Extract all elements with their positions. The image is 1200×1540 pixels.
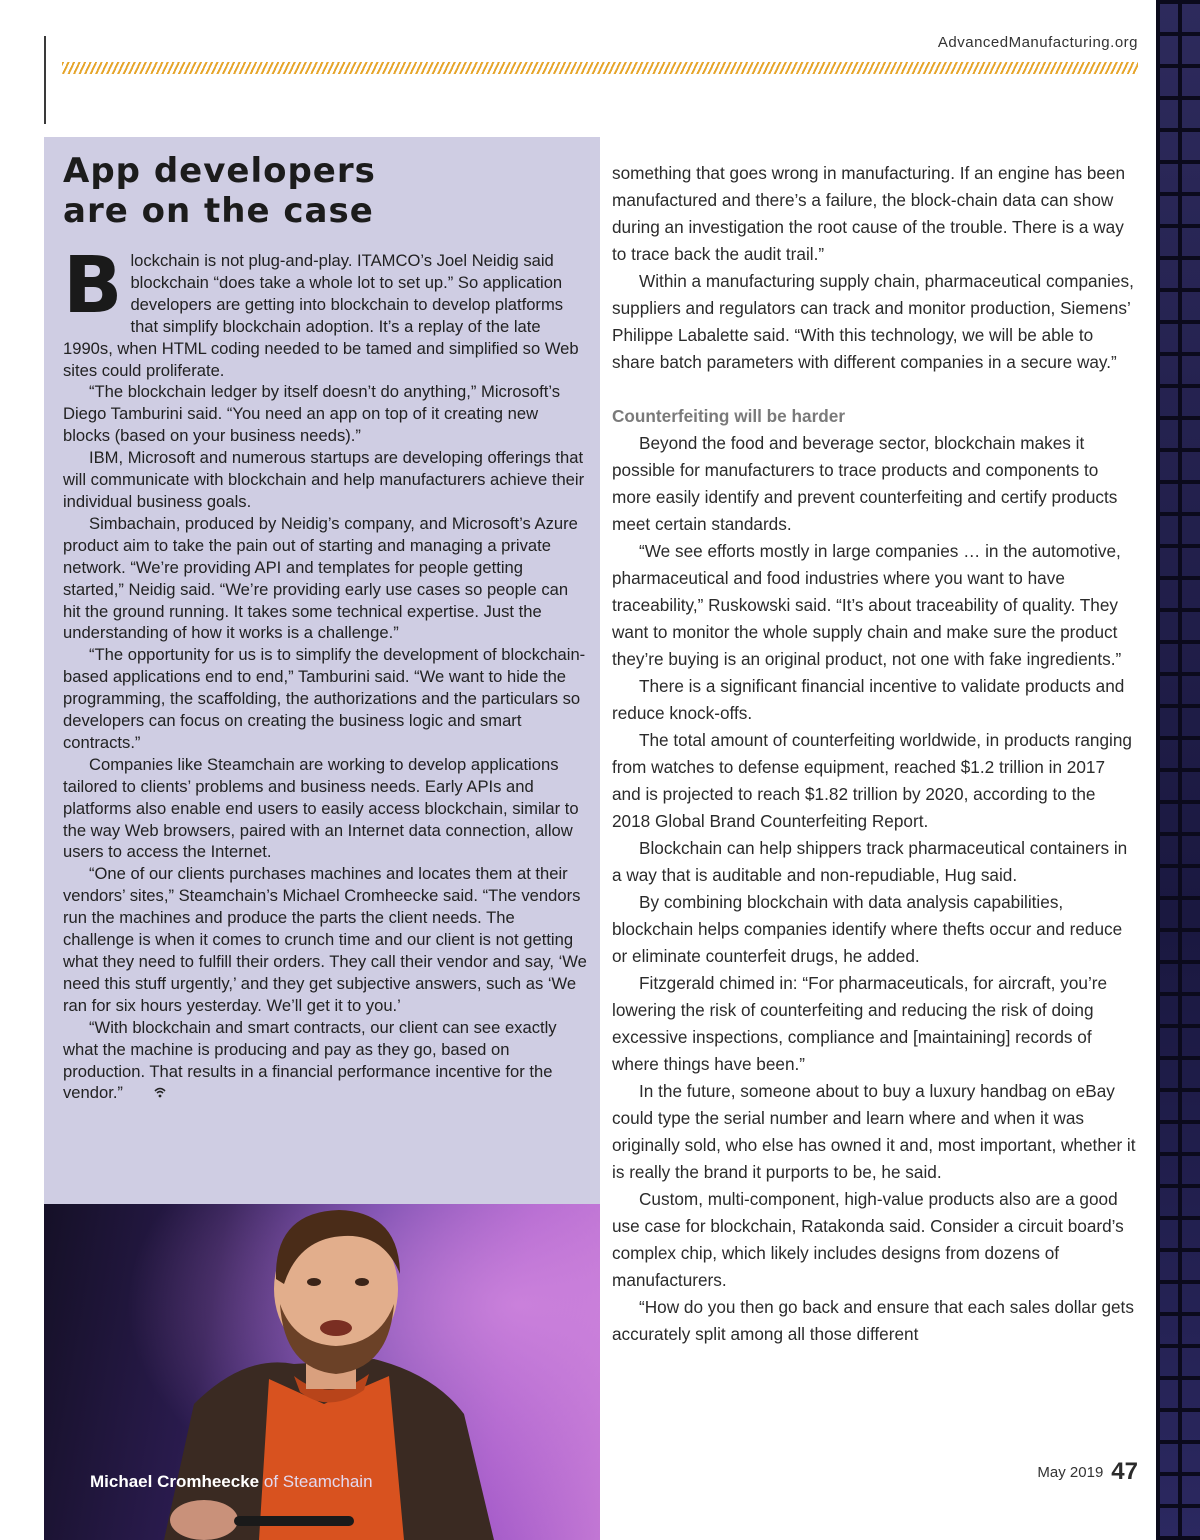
article-paragraph: In the future, someone about to buy a luxury handbag on eBay could type the serial number and learn where and when it was originally sold, who else has owned it and, most important, whether it is really the brand it purports to be, he said. (612, 1081, 1136, 1182)
sidebar-paragraph: “The opportunity for us is to simplify the development of blockchain-based applications end to end,” Tamburini said. “We want to hide the programming, the scaffolding, the authorizations and the particulars so developers can focus on creating the business logic and smart contracts.” (63, 645, 586, 752)
sidebar-paragraph: IBM, Microsoft and numerous startups are developing offerings that will communicate with blockchain and help manufacturers achieve their individual business goals. (63, 448, 585, 511)
sidebar-title-line-1: App developers (63, 151, 376, 191)
header-hatch-divider (62, 62, 1138, 74)
issue-date: May 2019 (1037, 1464, 1104, 1481)
article-paragraph: “We see efforts mostly in large companies … in the automotive, pharmaceutical and food industries where you want to have traceability,” Ruskowski said. “It’s about traceability of quality. They want to monitor the whole supply chain and make sure the product they’re buying is an original product, not one with fake ingredients.” (612, 541, 1122, 669)
sidebar-paragraph: Companies like Steamchain are working to develop applications tailored to clients’ problems and business needs. Early APIs and platforms also enable end users to easily access blockchain, similar to the way Web browsers, paired with an Internet data connection, allow users to access the Internet. (63, 754, 579, 862)
sidebar-title-line-2: are on the case (63, 191, 374, 231)
caption-org: of Steamchain (259, 1472, 373, 1491)
article-paragraph: By combining blockchain with data analysis capabilities, blockchain helps companies identify where thefts occur and reduce or eliminate counterfeit drugs, he added. (612, 892, 1123, 966)
sidebar-paragraph: Blockchain is not plug-and-play. ITAMCO’s Joel Neidig said blockchain “does take a whole lot to set up.” So application developers are getting into blockchain to develop platforms that simplify blockchain adoption. It’s a replay of the late 1990s, when HTML coding needed to be tamed and simplified so Web sites could proliferate. (63, 241, 579, 380)
page-footer (1037, 1458, 1138, 1486)
section-subhead: Counterfeiting will be harder (612, 406, 846, 426)
edge-decoration (1156, 0, 1200, 1540)
wifi-end-icon (128, 1083, 142, 1105)
article-paragraph: Custom, multi-component, high-value products also are a good use case for blockchain, Ratakonda said. Consider a circuit board’s complex chip, which likely includes designs from dozens of manufacturers. (612, 1189, 1124, 1290)
article-paragraph: Within a manufacturing supply chain, pharmaceutical companies, suppliers and regulators can track and monitor production, Siemens’ Philippe Labalette said. “With this technology, we will be able to share batch parameters with different companies in a secure way.” (612, 271, 1134, 372)
site-url: AdvancedManufacturing.org (937, 34, 1138, 51)
sidebar-paragraph: “With blockchain and smart contracts, our client can see exactly what the machine is producing and pay as they go, based on production. That results in a financial performance incentive for the vendor.” (63, 1017, 587, 1106)
article-paragraph: Fitzgerald chimed in: “For pharmaceuticals, for aircraft, you’re lowering the risk of counterfeiting and reducing the risk of doing excessive inspections, compliance and [maintaining] records of where things have been.” (612, 973, 1108, 1074)
sidebar-box (44, 137, 600, 1204)
speaker-photo (44, 1204, 600, 1540)
sidebar-title (63, 151, 583, 231)
article-paragraph: something that goes wrong in manufacturing. If an engine has been manufactured and there’s a failure, the block-chain data can show during an investigation the root cause of the trouble. There is a way to trace back the audit trail.” (612, 163, 1126, 264)
sidebar-body (63, 241, 587, 1105)
sidebar-paragraph: “The blockchain ledger by itself doesn’t do anything,” Microsoft’s Diego Tamburini said. “You need an app on top of it creating new blocks (based on your business needs).” (63, 382, 561, 446)
drop-cap: B (63, 241, 123, 331)
sidebar-paragraph: “One of our clients purchases machines and locates them at their vendors’ sites,” Steamchain’s Michael Cromheecke said. “The vendors run the machines and produce the parts the client needs. The challenge is when it comes to crunch time and our client is not getting what they need to fulfill their orders. They call their vendor and say, ‘We need this stuff urgently,’ and they get subjective answers, such as ‘We ran for six hours yesterday. We’ll get it to you.’ (63, 864, 587, 1015)
sidebar-paragraph: Simbachain, produced by Neidig’s company, and Microsoft’s Azure product aim to take the pain out of starting and managing a private network. “We’re providing API and templates for people getting started,” Neidig said. “We’re providing early use cases so people can hit the ground running. It takes some technical expertise. Just the understanding of how it works is a challenge.” (63, 513, 578, 643)
article-paragraph: There is a significant financial incentive to validate products and reduce knock-offs. (612, 676, 1125, 723)
article-paragraph: The total amount of counterfeiting worldwide, in products ranging from watches to defense equipment, reached $1.2 trillion in 2017 and is projected to reach $1.82 trillion by 2020, according to the 2018 Global Brand Counterfeiting Report. (612, 730, 1132, 831)
header-rule (44, 36, 46, 124)
photo-caption (90, 1472, 373, 1492)
caption-name: Michael Cromheecke (90, 1472, 260, 1491)
article-paragraph: Blockchain can help shippers track pharmaceutical containers in a way that is auditable and non-repudiable, Hug said. (612, 838, 1128, 885)
page-number: 47 (1111, 1458, 1138, 1485)
main-article-column (612, 160, 1138, 1348)
article-paragraph: “How do you then go back and ensure that each sales dollar gets accurately split among all those different (612, 1297, 1134, 1344)
article-paragraph: Beyond the food and beverage sector, blockchain makes it possible for manufacturers to trace products and components to more easily identify and prevent counterfeiting and certify products meet certain standards. (612, 433, 1118, 534)
